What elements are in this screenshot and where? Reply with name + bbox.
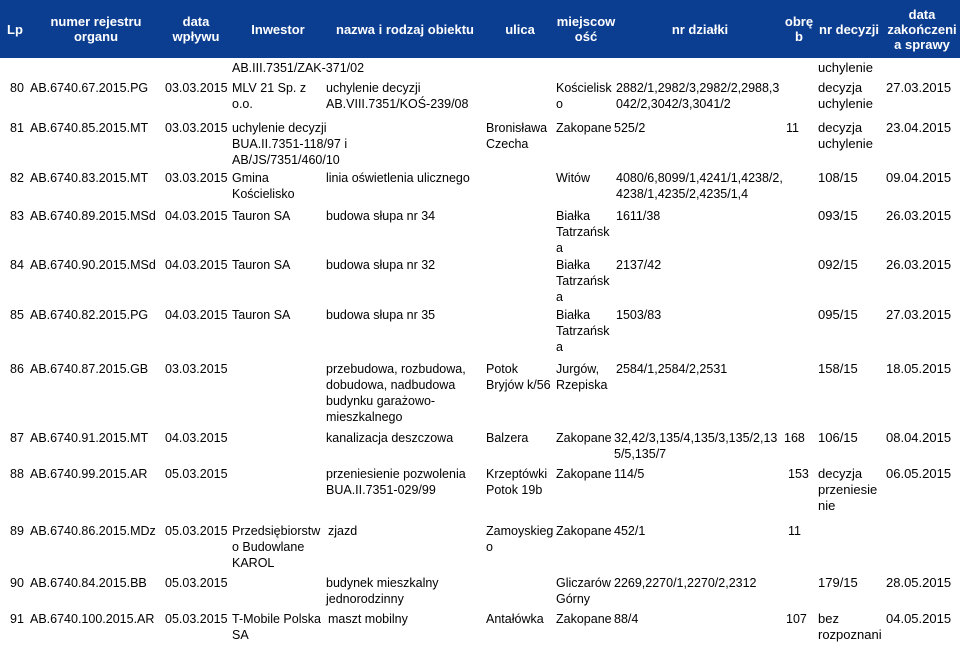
cell-data-zak-90: 28.05.2015	[886, 575, 952, 590]
cell-lp-84: 84	[10, 258, 24, 272]
cell-lp-89: 89	[10, 524, 24, 538]
cell-nazwa-top: AB.III.7351/ZAK-371/02	[232, 61, 365, 75]
cell-lp-85: 85	[10, 308, 24, 322]
cell-inwestor-89: Przedsiębiorstw o Budowlane KAROL	[232, 524, 321, 570]
cell-data-zak-87: 08.04.2015	[886, 430, 952, 445]
cell-numer-89: AB.6740.86.2015.MDz	[30, 524, 156, 538]
cell-dzialki-87: 32,42/3,135/4,135/3,135/2,13 5/5,135/7	[614, 431, 778, 461]
cell-miejscowosc-85: Białka Tatrzańsk a	[556, 308, 610, 354]
cell-lp-86: 86	[10, 362, 24, 376]
cell-lp-81: 81	[10, 121, 24, 135]
cell-data-83: 04.03.2015	[165, 209, 228, 223]
cell-obreb-91: 107	[786, 612, 807, 626]
cell-data-82: 03.03.2015	[165, 171, 228, 185]
cell-data-84: 04.03.2015	[165, 258, 228, 272]
cell-lp-80: 80	[10, 81, 24, 95]
header-nr-decyzji: nr decyzji	[819, 21, 879, 37]
cell-data-89: 05.03.2015	[165, 524, 228, 538]
cell-dzialki-88: 114/5	[614, 467, 645, 481]
header-data-zakonczenia: data zakończeni a sprawy	[887, 6, 957, 52]
cell-data-zak-86: 18.05.2015	[886, 361, 952, 376]
cell-nr-decyzji-85: 095/15	[818, 307, 858, 322]
cell-nazwa-83: budowa słupa nr 34	[326, 209, 436, 223]
cell-miejscowosc-87: Zakopane	[556, 431, 612, 445]
cell-data-88: 05.03.2015	[165, 467, 228, 481]
cell-nr-decyzji-top: uchylenie	[818, 60, 873, 75]
cell-numer-90: AB.6740.84.2015.BB	[30, 576, 147, 590]
cell-obreb-87: 168	[784, 431, 805, 445]
cell-miejscowosc-89: Zakopane	[556, 524, 612, 538]
cell-numer-87: AB.6740.91.2015.MT	[30, 431, 149, 445]
cell-numer-85: AB.6740.82.2015.PG	[30, 308, 149, 322]
cell-obreb-88: 153	[788, 467, 809, 481]
cell-ulica-81: Bronisława Czecha	[486, 121, 548, 151]
cell-dzialki-86: 2584/1,2584/2,2531	[616, 362, 728, 376]
header-nr-dzialki: nr działki	[671, 21, 729, 37]
cell-numer-83: AB.6740.89.2015.MSd	[30, 209, 156, 223]
cell-lp-82: 82	[10, 171, 24, 185]
cell-dzialki-89: 452/1	[614, 524, 646, 538]
cell-lp-90: 90	[10, 576, 24, 590]
cell-nr-decyzji-91: bez rozpoznani	[818, 611, 882, 642]
cell-data-zak-81: 23.04.2015	[886, 120, 952, 135]
cell-dzialki-80: 2882/1,2982/3,2982/2,2988,3 042/2,3042/3,3041/2	[616, 81, 780, 111]
header-miejscowosc: miejscow ość	[556, 14, 616, 44]
cell-inwestor-80: MLV 21 Sp. z o.o.	[232, 81, 307, 111]
header-inwestor: Inwestor	[251, 21, 305, 37]
cell-ulica-89: Zamoyskieg o	[486, 524, 554, 554]
cell-data-zak-88: 06.05.2015	[886, 466, 952, 481]
cell-miejscowosc-82: Witów	[556, 171, 591, 185]
cell-miejscowosc-81: Zakopane	[556, 121, 612, 135]
cell-nr-decyzji-84: 092/15	[818, 257, 858, 272]
cell-numer-86: AB.6740.87.2015.GB	[30, 362, 149, 376]
cell-inwestor-82: Gmina Kościelisko	[232, 171, 295, 201]
cell-data-81: 03.03.2015	[165, 121, 228, 135]
cell-data-90: 05.03.2015	[165, 576, 228, 590]
cell-numer-88: AB.6740.99.2015.AR	[30, 467, 148, 481]
cell-nr-decyzji-86: 158/15	[818, 361, 858, 376]
cell-nazwa-81: uchylenie decyzji BUA.II.7351-118/97 i AB/JS/7351/460/10	[232, 121, 348, 167]
cell-nazwa-82: linia oświetlenia ulicznego	[326, 171, 470, 185]
cell-lp-83: 83	[10, 209, 24, 223]
cell-numer-82: AB.6740.83.2015.MT	[30, 171, 149, 185]
cell-inwestor-83: Tauron SA	[232, 209, 291, 223]
cell-ulica-87: Balzera	[486, 431, 529, 445]
cell-dzialki-91: 88/4	[614, 612, 639, 626]
cell-nazwa-84: budowa słupa nr 32	[326, 258, 436, 272]
cell-data-zak-80: 27.03.2015	[886, 80, 952, 95]
cell-nr-decyzji-82: 108/15	[818, 170, 858, 185]
cell-ulica-86: Potok Bryjów k/56	[486, 362, 551, 392]
cell-nr-decyzji-90: 179/15	[818, 575, 858, 590]
header-nazwa-obiektu: nazwa i rodzaj obiektu	[336, 21, 474, 37]
cell-miejscowosc-86: Jurgów, Rzepiska	[556, 362, 608, 392]
cell-nr-decyzji-81: decyzja uchylenie	[818, 120, 873, 151]
cell-nr-decyzji-88: decyzja przeniesie nie	[818, 466, 878, 513]
cell-numer-80: AB.6740.67.2015.PG	[30, 81, 149, 95]
cell-dzialki-85: 1503/83	[616, 308, 662, 322]
cell-lp-88: 88	[10, 467, 24, 481]
cell-dzialki-84: 2137/42	[616, 258, 662, 272]
cell-data-zak-91: 04.05.2015	[886, 611, 952, 626]
header-ulica: ulica	[505, 21, 535, 37]
cell-inwestor-84: Tauron SA	[232, 258, 291, 272]
cell-data-zak-82: 09.04.2015	[886, 170, 952, 185]
cell-data-zak-83: 26.03.2015	[886, 208, 952, 223]
cell-data-91: 05.03.2015	[165, 612, 228, 626]
cell-numer-91: AB.6740.100.2015.AR	[30, 612, 155, 626]
cell-inwestor-85: Tauron SA	[232, 308, 291, 322]
cell-nazwa-89: zjazd	[328, 524, 358, 538]
cell-nazwa-90: budynek mieszkalny jednorodzinny	[326, 576, 439, 606]
cell-dzialki-82: 4080/6,8099/1,4241/1,4238/2, 4238/1,4235/2,4235/1,4	[616, 171, 783, 201]
cell-data-86: 03.03.2015	[165, 362, 228, 376]
cell-nazwa-85: budowa słupa nr 35	[326, 308, 436, 322]
header-lp: Lp	[7, 21, 23, 37]
cell-nazwa-91: maszt mobilny	[328, 612, 408, 626]
cell-nazwa-87: kanalizacja deszczowa	[326, 431, 454, 445]
cell-miejscowosc-83: Białka Tatrzańsk a	[556, 209, 610, 255]
cell-data-zak-85: 27.03.2015	[886, 307, 952, 322]
cell-nr-decyzji-80: decyzja uchylenie	[818, 80, 873, 111]
cell-numer-84: AB.6740.90.2015.MSd	[30, 258, 156, 272]
cell-nazwa-88: przeniesienie pozwolenia BUA.II.7351-029/99	[326, 467, 466, 497]
cell-miejscowosc-80: Kościelisk o	[556, 81, 612, 111]
cell-dzialki-83: 1611/38	[616, 209, 661, 223]
cell-nr-decyzji-87: 106/15	[818, 430, 858, 445]
cell-lp-91: 91	[10, 612, 24, 626]
cell-numer-81: AB.6740.85.2015.MT	[30, 121, 149, 135]
header-numer-rejestru: numer rejestru organu	[50, 14, 142, 44]
cell-miejscowosc-91: Zakopane	[556, 612, 612, 626]
cell-miejscowosc-88: Zakopane	[556, 467, 612, 481]
header-obreb: obrę b	[784, 14, 814, 44]
cell-data-87: 04.03.2015	[165, 431, 228, 445]
cell-inwestor-91: T-Mobile Polska SA	[232, 612, 321, 642]
cell-ulica-88: Krzeptówki Potok 19b	[486, 467, 548, 497]
table-header	[0, 0, 960, 58]
header-data-wplywu: data wpływu	[172, 14, 220, 44]
cell-lp-87: 87	[10, 431, 24, 445]
cell-obreb-89: 11	[788, 524, 801, 538]
cell-data-85: 04.03.2015	[165, 308, 228, 322]
cell-nr-decyzji-83: 093/15	[818, 208, 858, 223]
cell-ulica-91: Antałówka	[486, 612, 544, 626]
cell-dzialki-90: 2269,2270/1,2270/2,2312	[614, 576, 757, 590]
cell-dzialki-81: 525/2	[614, 121, 646, 135]
cell-obreb-81: 11	[786, 121, 799, 135]
cell-data-zak-84: 26.03.2015	[886, 257, 952, 272]
cell-nazwa-80: uchylenie decyzji AB.VIII.7351/KOŚ-239/08	[326, 81, 469, 111]
cell-data-80: 03.03.2015	[165, 81, 228, 95]
cell-nazwa-86: przebudowa, rozbudowa, dobudowa, nadbudowa budynku garażowo- mieszkalnego	[326, 362, 466, 424]
cell-miejscowosc-90: Gliczarów Górny	[556, 576, 611, 606]
cell-miejscowosc-84: Białka Tatrzańsk a	[556, 258, 610, 304]
